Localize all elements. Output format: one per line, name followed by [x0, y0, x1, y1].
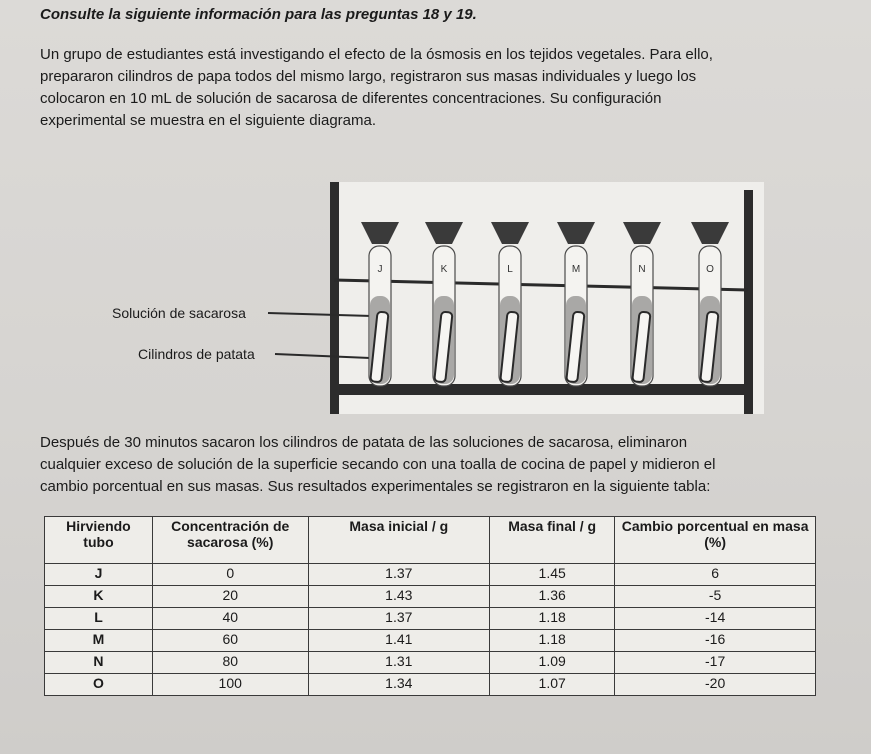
- table-row: [45, 608, 816, 630]
- instruction-heading: Consulte la siguiente información para las preguntas 18 y 19.: [40, 6, 477, 23]
- procedure-paragraph: [40, 432, 840, 498]
- tube-label: K: [440, 264, 448, 275]
- cell-concentration: 60: [152, 630, 308, 652]
- intro-line: prepararon cilindros de papa todos del mismo largo, registraron sus masas individuales y luego los: [40, 68, 697, 85]
- header-percent-change: Cambio porcentual en masa (%): [615, 517, 816, 564]
- header-concentration: Concentración de sacarosa (%): [152, 517, 308, 564]
- cylinder-label: Cilindros de patata: [138, 346, 255, 362]
- cell-concentration: 20: [152, 586, 308, 608]
- cell-final-mass: 1.09: [490, 652, 615, 674]
- tube-label: M: [571, 264, 581, 275]
- rack-base: [334, 384, 748, 395]
- intro-line: experimental se muestra en el siguiente diagrama.: [40, 112, 377, 129]
- cell-concentration: 80: [152, 652, 308, 674]
- cell-percent-change: -5: [615, 586, 816, 608]
- cell-final-mass: 1.45: [490, 564, 615, 586]
- cell-initial-mass: 1.37: [308, 608, 490, 630]
- table-row: [45, 586, 816, 608]
- intro-line: colocaron en 10 mL de solución de sacarosa de diferentes concentraciones. Su configuración: [40, 90, 662, 107]
- cell-concentration: 40: [152, 608, 308, 630]
- cell-tube: O: [45, 674, 153, 696]
- cell-percent-change: -20: [615, 674, 816, 696]
- solution-label: Solución de sacarosa: [112, 305, 246, 321]
- table-row: [45, 630, 816, 652]
- cell-final-mass: 1.18: [490, 630, 615, 652]
- procedure-line: cualquier exceso de solución de la superficie secando con una toalla de cocina de papel y midieron el: [40, 456, 716, 473]
- table-row: [45, 674, 816, 696]
- cell-tube: L: [45, 608, 153, 630]
- cell-concentration: 0: [152, 564, 308, 586]
- cell-percent-change: -17: [615, 652, 816, 674]
- table-header-row: [45, 517, 816, 564]
- header-final-mass: Masa final / g: [490, 517, 615, 564]
- cell-tube: N: [45, 652, 153, 674]
- cell-tube: J: [45, 564, 153, 586]
- tube-label: O: [706, 264, 714, 275]
- table-row: [45, 652, 816, 674]
- cell-initial-mass: 1.31: [308, 652, 490, 674]
- tube-label: J: [377, 264, 383, 275]
- cell-initial-mass: 1.41: [308, 630, 490, 652]
- cell-concentration: 100: [152, 674, 308, 696]
- table-row: [45, 564, 816, 586]
- cell-final-mass: 1.07: [490, 674, 615, 696]
- tube-label: N: [638, 264, 646, 275]
- tube-label: L: [507, 264, 513, 275]
- cell-initial-mass: 1.43: [308, 586, 490, 608]
- rack-left-post: [330, 182, 339, 414]
- header-initial-mass: Masa inicial / g: [308, 517, 490, 564]
- cell-initial-mass: 1.37: [308, 564, 490, 586]
- procedure-line: cambio porcentual en sus masas. Sus resultados experimentales se registraron en la siguiente tabla:: [40, 478, 711, 495]
- header-tube: Hirviendo tubo: [45, 517, 153, 564]
- cell-tube: M: [45, 630, 153, 652]
- cell-final-mass: 1.18: [490, 608, 615, 630]
- cell-initial-mass: 1.34: [308, 674, 490, 696]
- cell-tube: K: [45, 586, 153, 608]
- cell-percent-change: 6: [615, 564, 816, 586]
- rack-right-post: [744, 190, 753, 414]
- cell-percent-change: -16: [615, 630, 816, 652]
- procedure-line: Después de 30 minutos sacaron los cilindros de patata de las soluciones de sacarosa, eliminaron: [40, 434, 688, 451]
- cell-percent-change: -14: [615, 608, 816, 630]
- cell-final-mass: 1.36: [490, 586, 615, 608]
- results-table: [44, 516, 816, 696]
- intro-line: Un grupo de estudiantes está investigando el efecto de la ósmosis en los tejidos vegetales. Para ello,: [40, 46, 713, 63]
